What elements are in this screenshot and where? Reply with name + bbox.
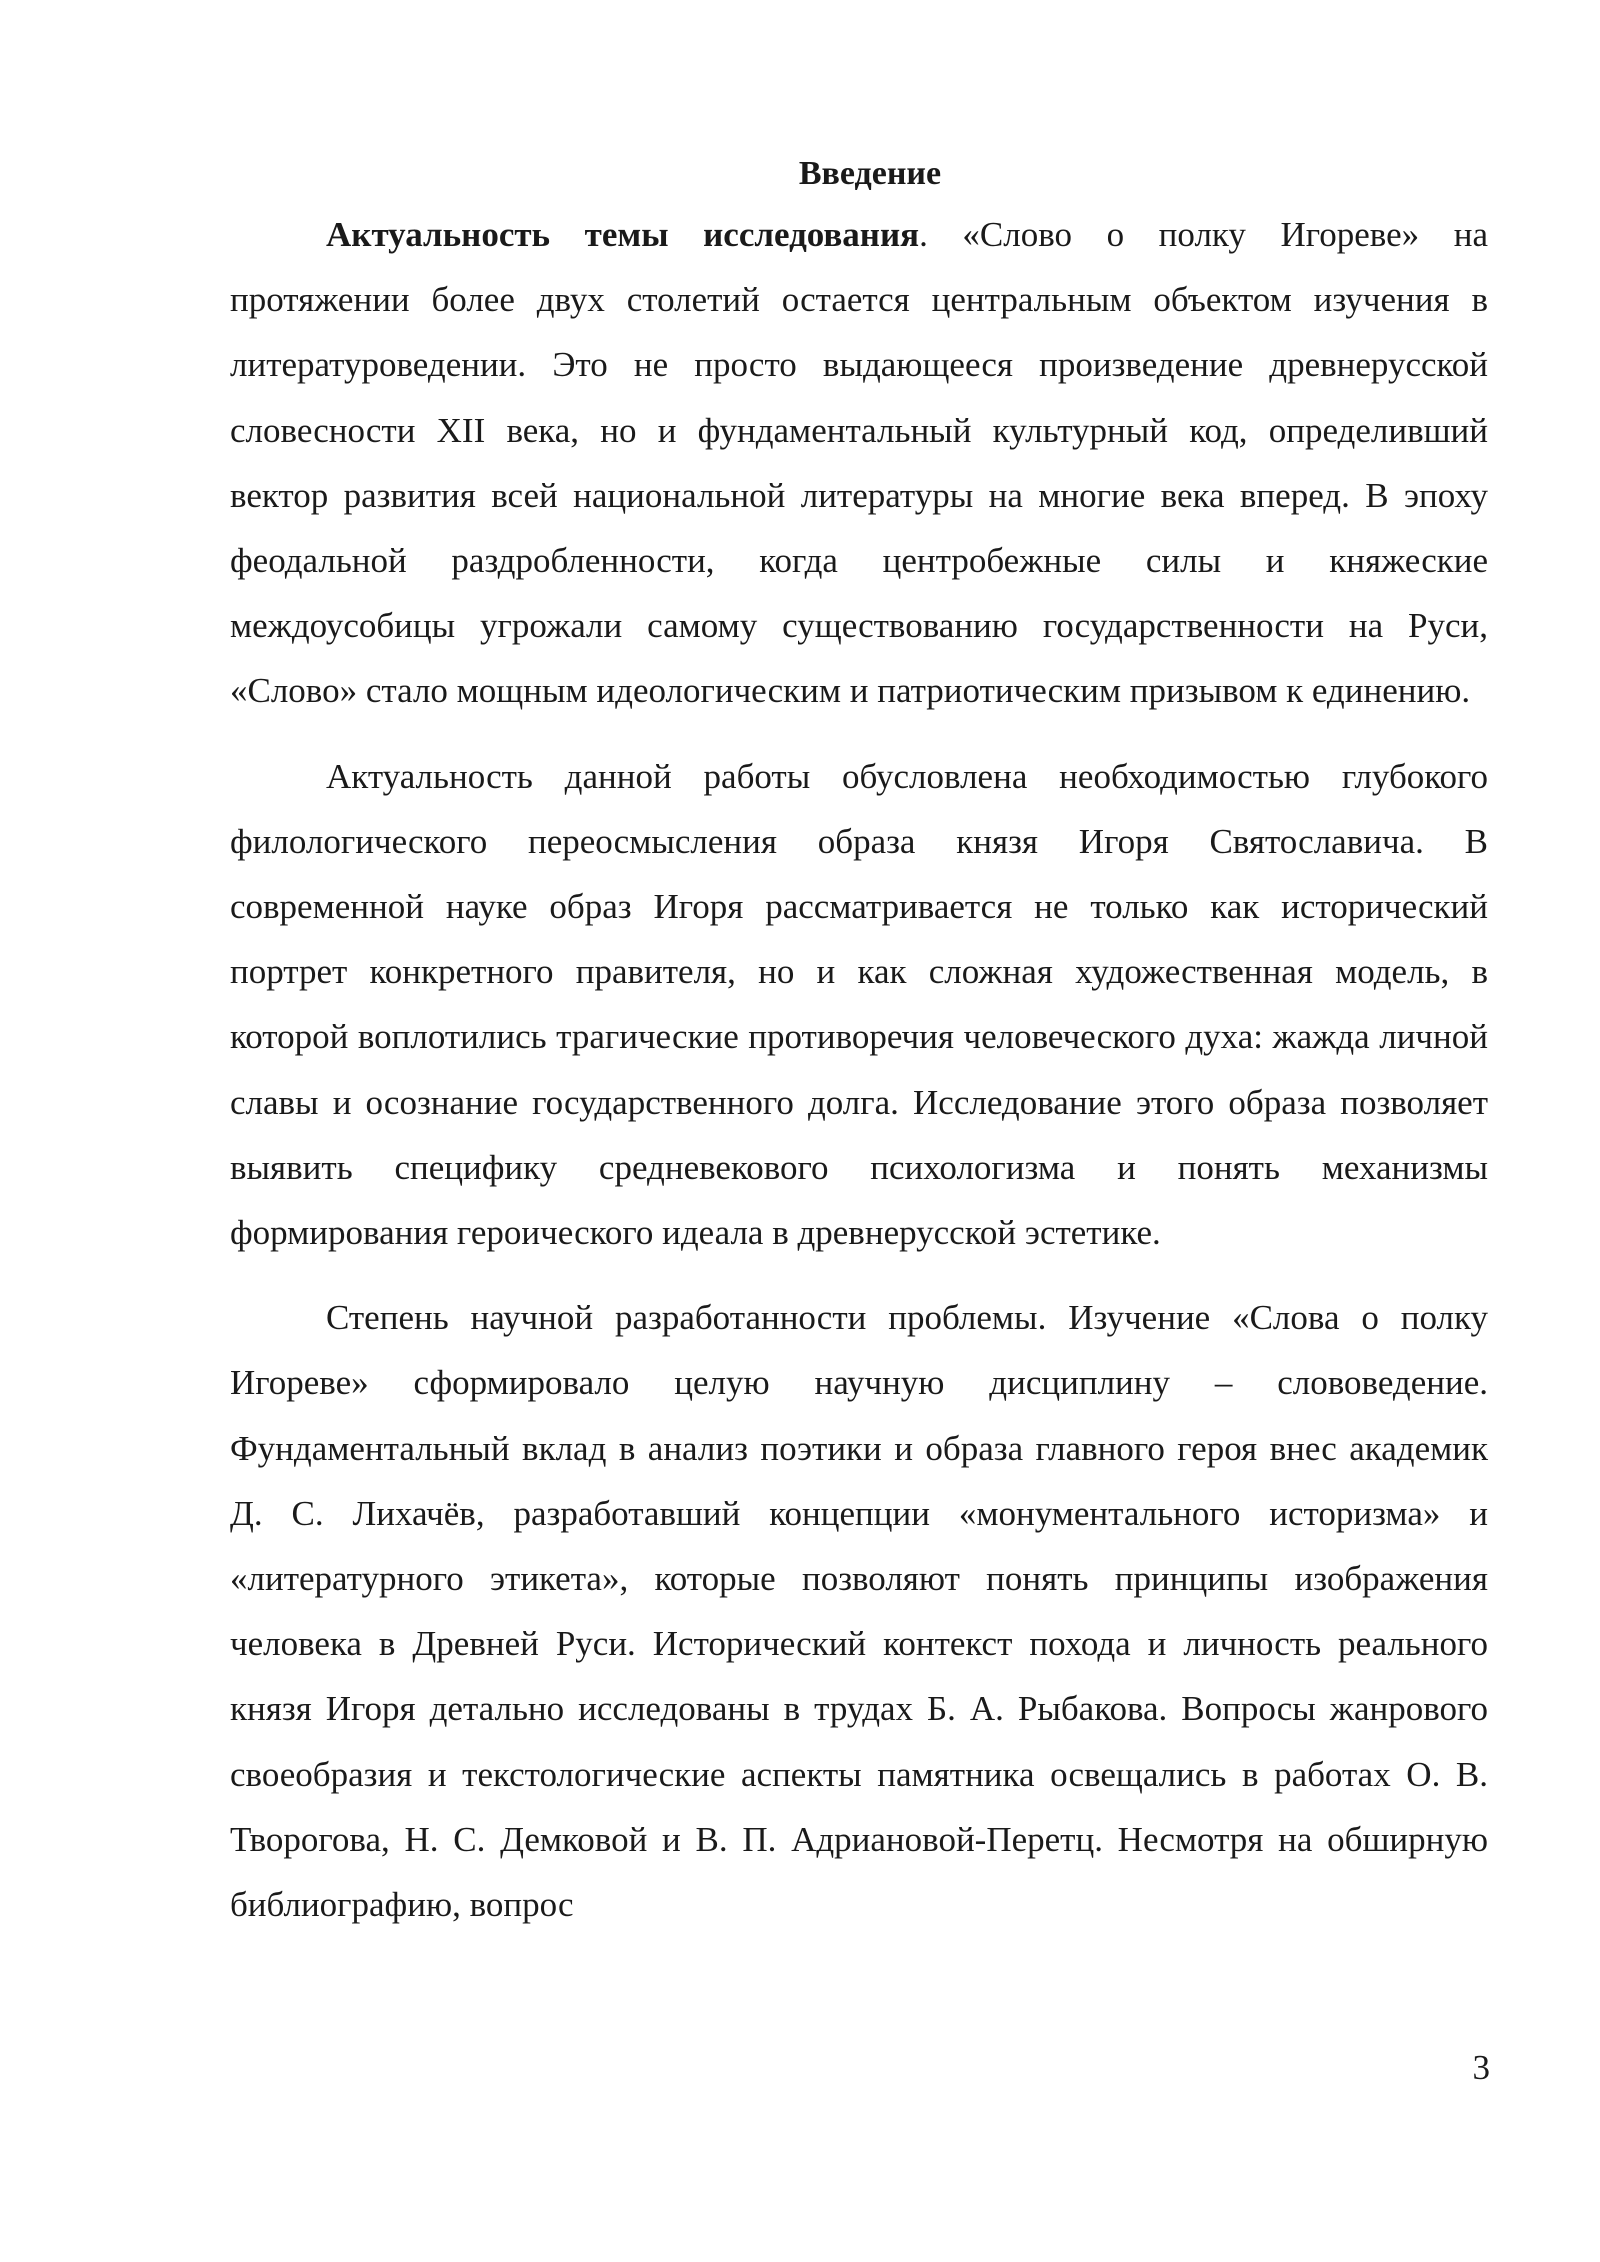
paragraph-work-relevance: Актуальность данной работы обусловлена необходимостью глубокого филологического переосмысления образа князя Игоря Святославича. В современной науке образ Игоря рассматривается не только как исторический портрет конкретного правителя, но и как сложная художественная модель, в которой воплотились трагические противоречия человеческого духа: жажда личной славы и осознание государственного долга. Исследование этого образа позволяет выявить специфику средневекового психологизма и понять механизмы формирования героического идеала в древнерусской эстетике. (230, 756, 1488, 1253)
section-heading: Введение (798, 155, 942, 192)
paragraph-lead-bold: Актуальность темы исследования (326, 215, 920, 254)
page-content (230, 150, 1488, 1937)
paragraph-research-degree: Степень научной разработанности проблемы. Изучение «Слова о полку Игореве» сформировало целую научную дисциплину – слововедение. Фундаментальный вклад в анализ поэтики и образа главного героя внес академик Д. С. Лихачёв, разработавший концепции «монументального историзма» и «литературного этикета», которые позволяют понять принципы изображения человека в Древней Руси. Исторический контекст похода и личность реального князя Игоря детально исследованы в трудах Б. А. Рыбакова. Вопросы жанрового своеобразия и текстологические аспекты памятника освещались в работах О. В. Творогова, Н. С. Демковой и В. П. Адриановой-Перетц. Несмотря на обширную библиографию, вопрос (230, 1298, 1488, 1925)
page-number: 3 (1472, 2048, 1490, 2087)
paragraph-relevance (230, 202, 1488, 724)
paragraph-text: . «Слово о полку Игореве» на протяжении более двух столетий остается центральным объектом изучения в литературоведении. Это не просто выдающееся произведение древнерусской словесности XII века, но и фундаментальный культурный код, определивший вектор развития всей национальной литературы на многие века вперед. В эпоху феодальной раздробленности, когда центробежные силы и княжеские междоусобицы угрожали самому существованию государственности на Руси, «Слово» стало мощным идеологическим и патриотическим призывом к единению. (230, 215, 1488, 711)
